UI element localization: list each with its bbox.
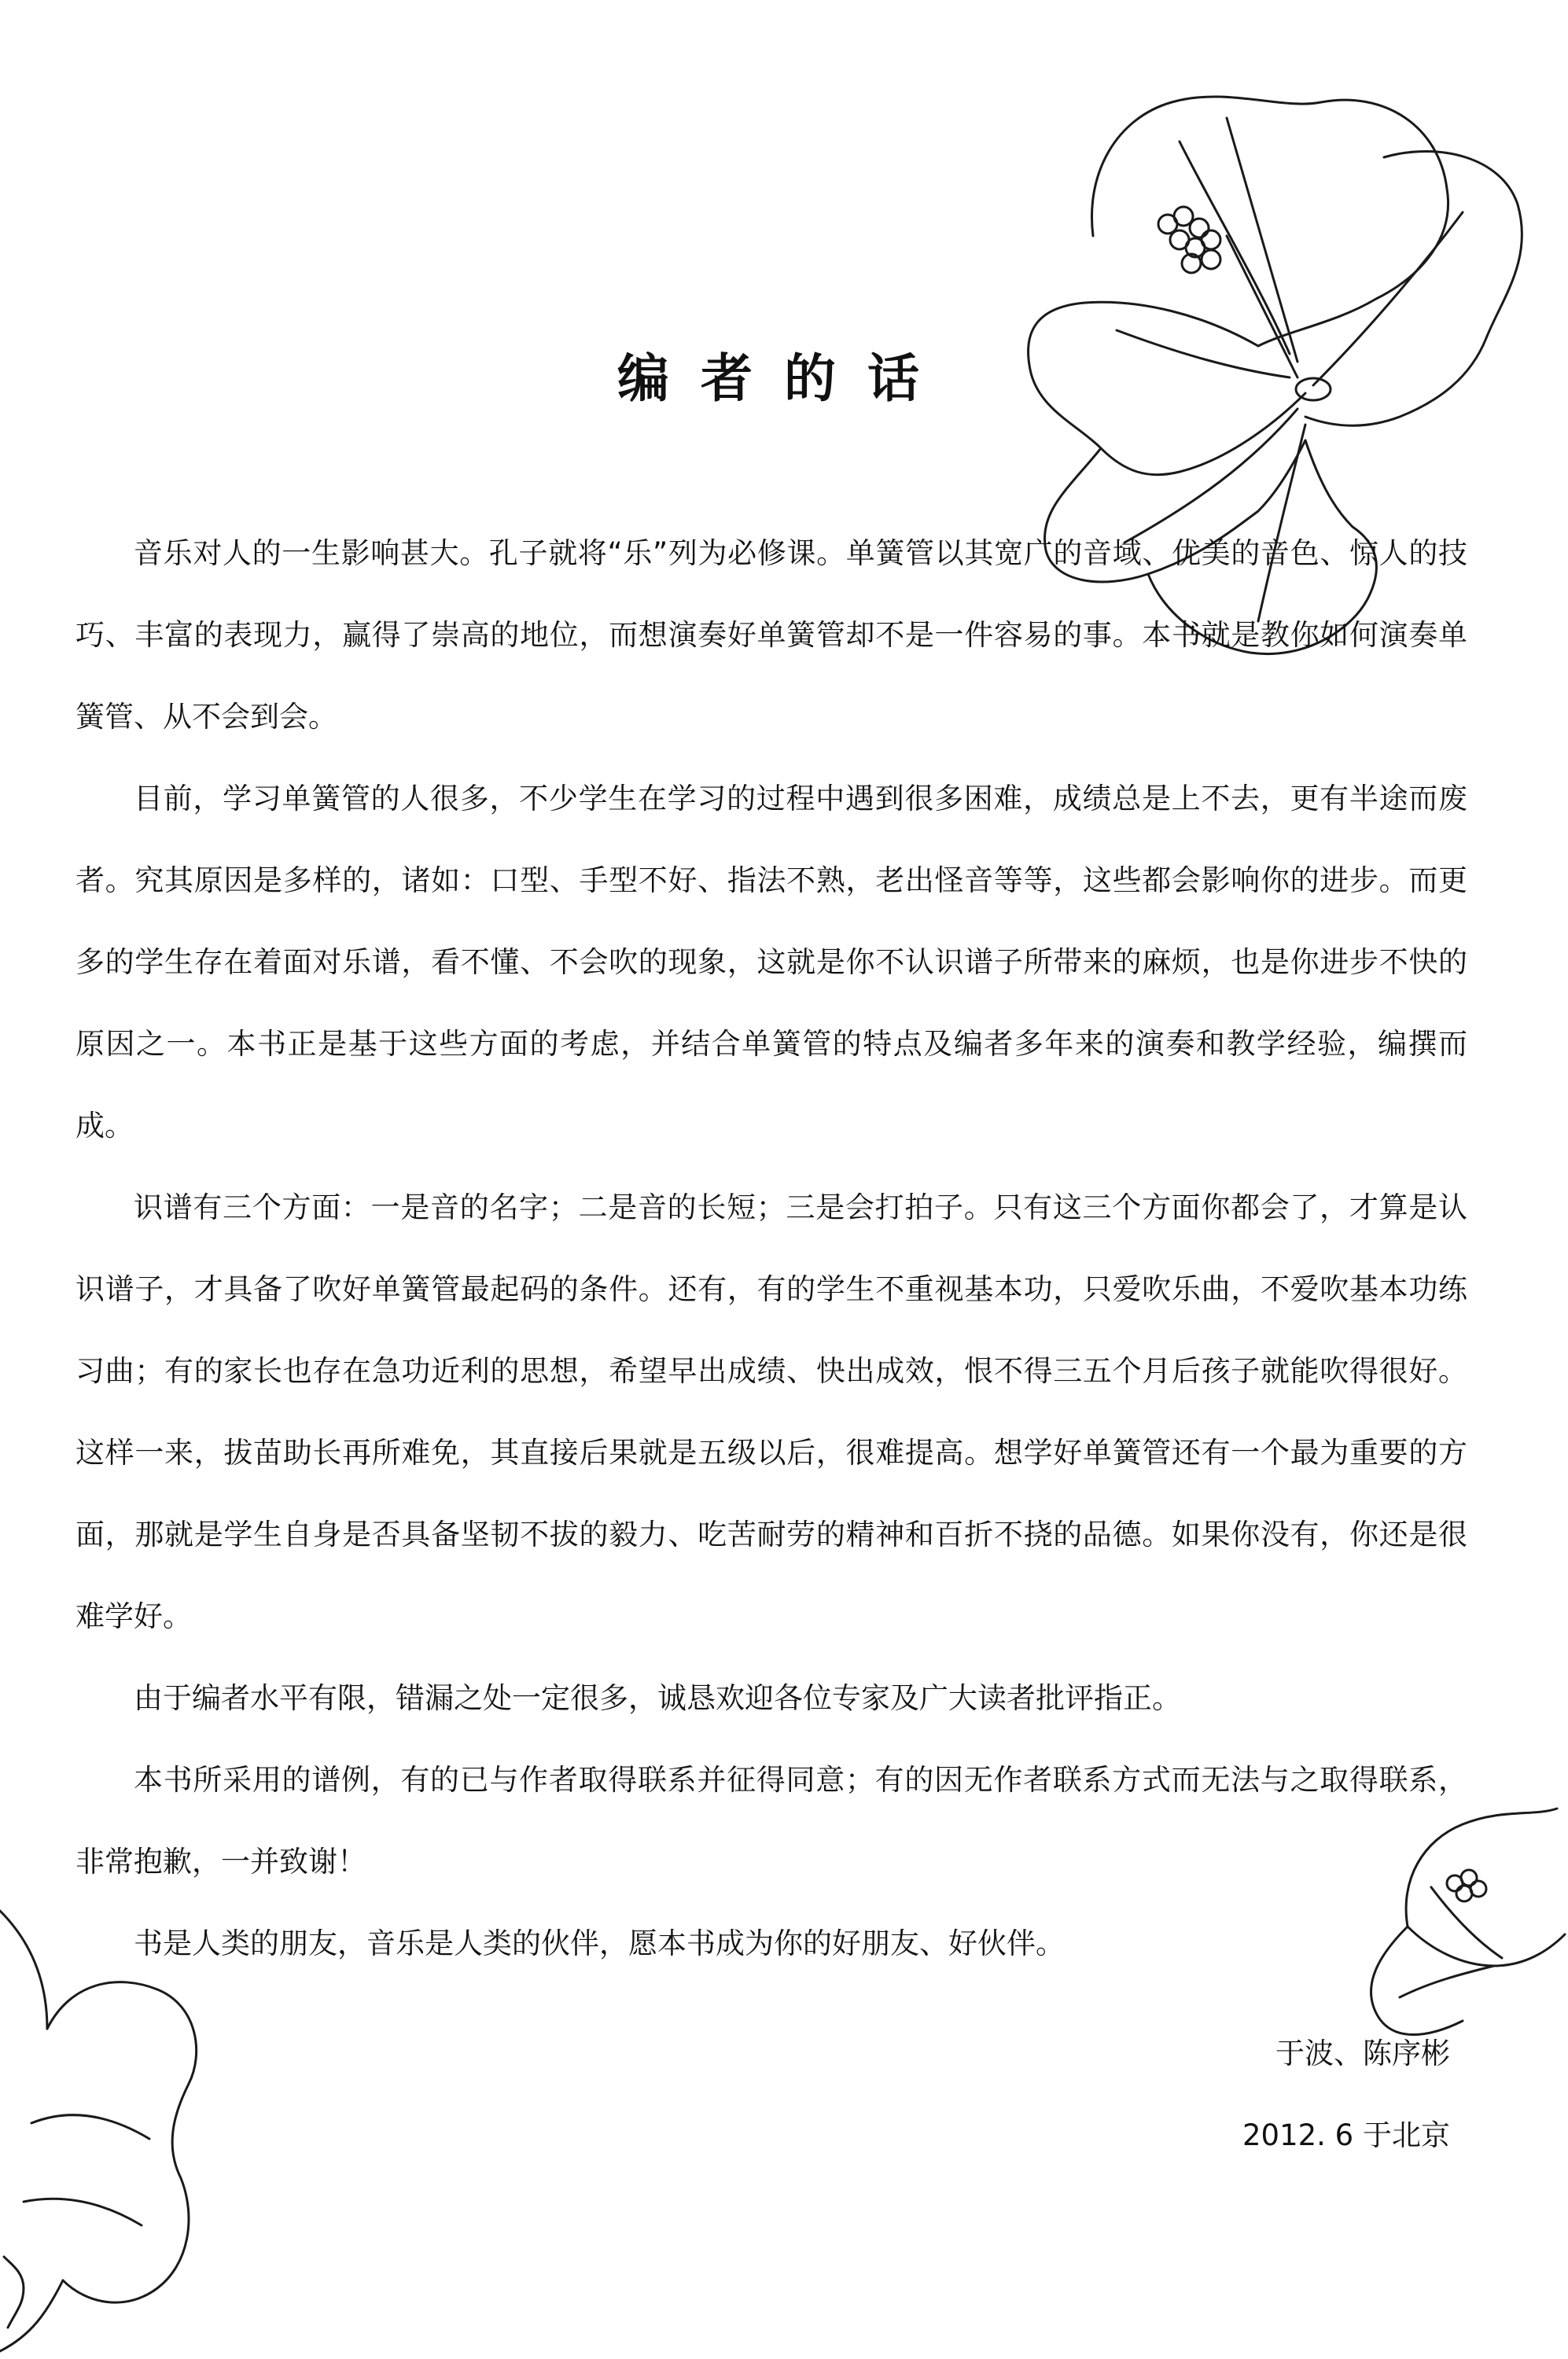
stamen-dot <box>1170 230 1189 249</box>
signature-block <box>1136 2013 1450 2177</box>
flower-petal-top <box>1091 97 1448 346</box>
signature-date-place: 2012. 6 于北京 <box>1242 2118 1450 2152</box>
paragraph: 目前，学习单簧管的人很多，不少学生在学习的过程中遇到很多困难，成绩总是上不去，更有半途而废者。究其原因是多样的，诸如：口型、手型不好、指法不熟，老出怪音等等，这些都会影响你的进步。而更多的学生存在着面对乐谱，看不懂、不会吹的现象，这就是你不认识谱子所带来的麻烦，也是你进步不快的原因之一。本书正是基于这些方面的考虑，并结合单簧管的特点及编者多年来的演奏和教学经验，编撰而成。 <box>75 782 1467 1143</box>
stamen-dot <box>1186 238 1205 257</box>
stamen-dot <box>1202 230 1220 249</box>
paragraph: 音乐对人的一生影响甚大。孔子就将“乐”列为必修课。单簧管以其宽广的音域、优美的音色、惊人的技巧、丰富的表现力，赢得了崇高的地位，而想演奏好单簧管却不是一件容易的事。本书就是教你如何演奏单簧管、从不会到会。 <box>75 536 1467 734</box>
page-title: 编者的话 <box>617 348 951 410</box>
paragraph: 由于编者水平有限，错漏之处一定很多，诚恳欢迎各位专家及广大读者批评指正。 <box>134 1681 1181 1715</box>
stamen-dot <box>1182 254 1201 273</box>
stamen-dot <box>1470 1881 1486 1897</box>
flower-petal-edge <box>4 2257 24 2328</box>
preface-body <box>75 513 1467 1985</box>
stamen-dot <box>1190 219 1209 237</box>
stamen-dot <box>1174 207 1193 226</box>
stamen-dot <box>1158 215 1177 234</box>
paragraph: 本书所采用的谱例，有的已与作者取得联系并征得同意；有的因无作者联系方式而无法与之取得联系，非常抱歉，一并致谢！ <box>75 1763 1467 1879</box>
flower-petal <box>0 2280 63 2351</box>
flower-petal <box>47 1982 197 2302</box>
paragraph: 书是人类的朋友，音乐是人类的伙伴，愿本书成为你的好朋友、好伙伴。 <box>134 1927 1065 1960</box>
signature-authors: 于波、陈序彬 <box>1275 2037 1450 2070</box>
flower-petal-veins <box>24 2115 149 2225</box>
flower-petal <box>0 1911 47 2029</box>
stamen-dot <box>1202 250 1220 269</box>
paragraph: 识谱有三个方面：一是音的名字；二是音的长短；三是会打拍子。只有这三个方面你都会了，才算是认识谱子，才具备了吹好单簧管最起码的条件。还有，有的学生不重视基本功，只爱吹乐曲，不爱吹基本功练习曲；有的家长也存在急功近利的思想，希望早出成绩、快出成效，恨不得三五个月后孩子就能吹得很好。这样一来，拔苗助长再所难免，其直接后果就是五级以后，很难提高。想学好单簧管还有一个最为重要的方面，那就是学生自身是否具备坚韧不拔的毅力、吃苦耐劳的精神和百折不挠的品德。如果你没有，你还是很难学好。 <box>75 1191 1467 1633</box>
